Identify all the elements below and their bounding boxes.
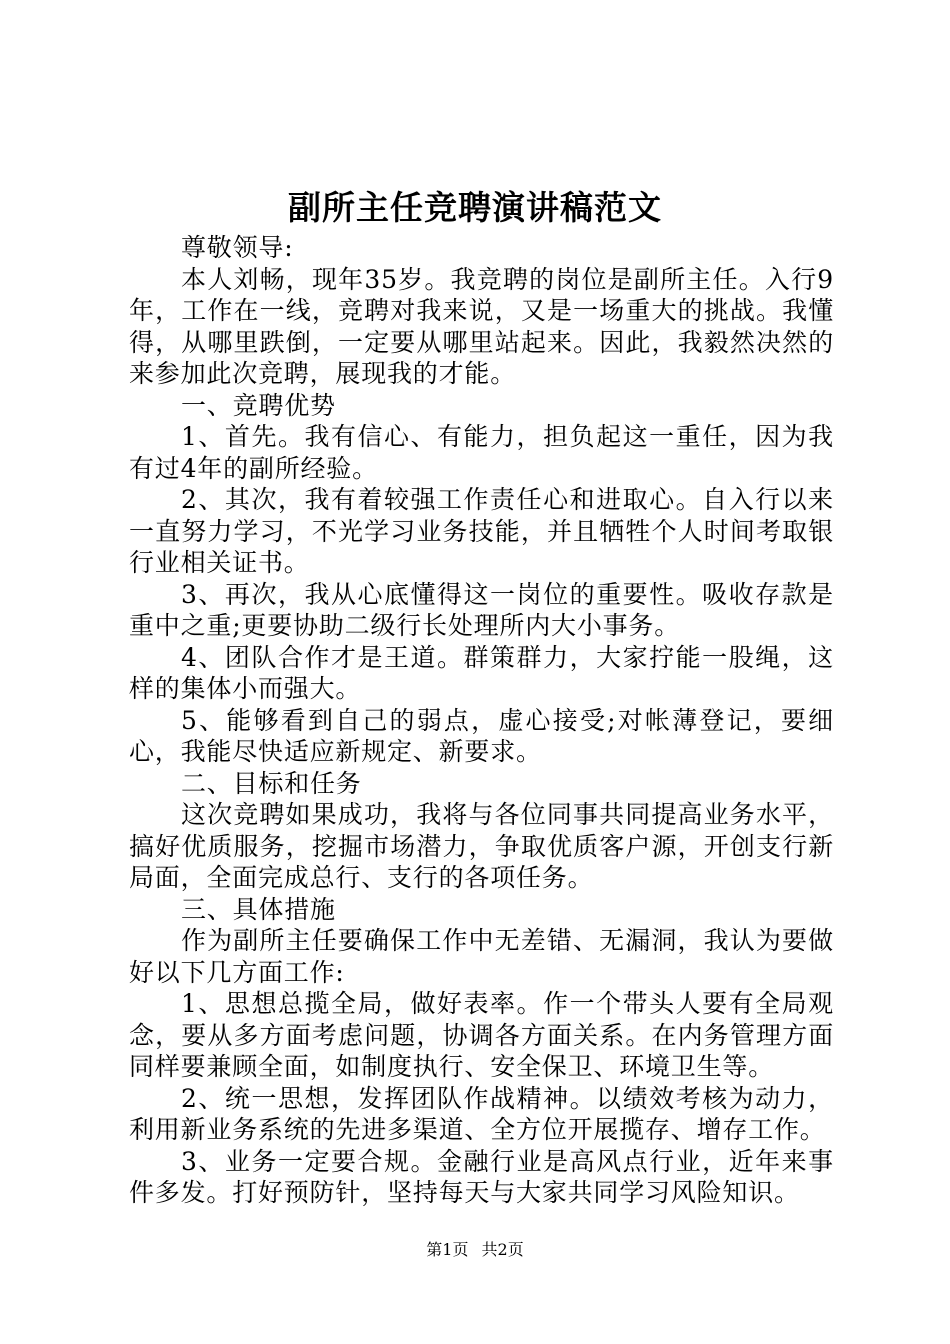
section-heading-goals: 二、目标和任务	[181, 768, 362, 798]
advantage-item: 1、首先。我有信心、有能力，担负起这一重任，因为我有过4年的副所经验。	[129, 422, 834, 483]
section-heading-measures: 三、具体措施	[181, 894, 336, 924]
page-number: 第1页	[426, 1240, 469, 1259]
page-footer	[0, 1240, 950, 1260]
goals-paragraph: 这次竞聘如果成功，我将与各位同事共同提高业务水平，搞好优质服务，挖掘市场潜力，争取优质客户源，开创支行新局面，全面完成总行、支行的各项任务。	[129, 800, 834, 892]
salutation: 尊敬领导:	[181, 233, 294, 262]
advantage-item: 3、再次，我从心底懂得这一岗位的重要性。吸收存款是重中之重;更要协助二级行长处理所内大小事务。	[129, 579, 834, 640]
advantage-item: 5、能够看到自己的弱点，虚心接受;对帐薄登记，要细心，我能尽快适应新规定、新要求。	[129, 705, 834, 766]
advantage-item: 4、团队合作才是王道。群策群力，大家拧能一股绳，这样的集体小而强大。	[129, 642, 834, 703]
measure-item: 2、统一思想，发挥团队作战精神。以绩效考核为动力，利用新业务系统的先进多渠道、全方位开展揽存、增存工作。	[129, 1083, 834, 1144]
section-heading-advantages: 一、竞聘优势	[181, 390, 336, 420]
measure-item: 3、业务一定要合规。金融行业是高风点行业，近年来事件多发。打好预防针，坚持每天与大家共同学习风险知识。	[129, 1146, 834, 1207]
advantage-item: 2、其次，我有着较强工作责任心和进取心。自入行以来一直努力学习，不光学习业务技能，并且牺牲个人时间考取银行业相关证书。	[129, 485, 834, 577]
measures-intro: 作为副所主任要确保工作中无差错、无漏洞，我认为要做好以下几方面工作:	[129, 926, 834, 987]
intro-paragraph: 本人刘畅，现年35岁。我竞聘的岗位是副所主任。入行9年，工作在一线，竞聘对我来说，又是一场重大的挑战。我懂得，从哪里跌倒，一定要从哪里站起来。因此，我毅然决然的来参加此次竞聘，展现我的才能。	[129, 264, 834, 388]
page-total: 共2页	[481, 1240, 524, 1259]
measure-item: 1、思想总揽全局，做好表率。作一个带头人要有全局观念，要从多方面考虑问题，协调各方面关系。在内务管理方面同样要兼顾全面，如制度执行、安全保卫、环境卫生等。	[129, 989, 834, 1081]
document-title: 副所主任竞聘演讲稿范文	[288, 188, 662, 227]
document-body	[129, 232, 834, 1209]
